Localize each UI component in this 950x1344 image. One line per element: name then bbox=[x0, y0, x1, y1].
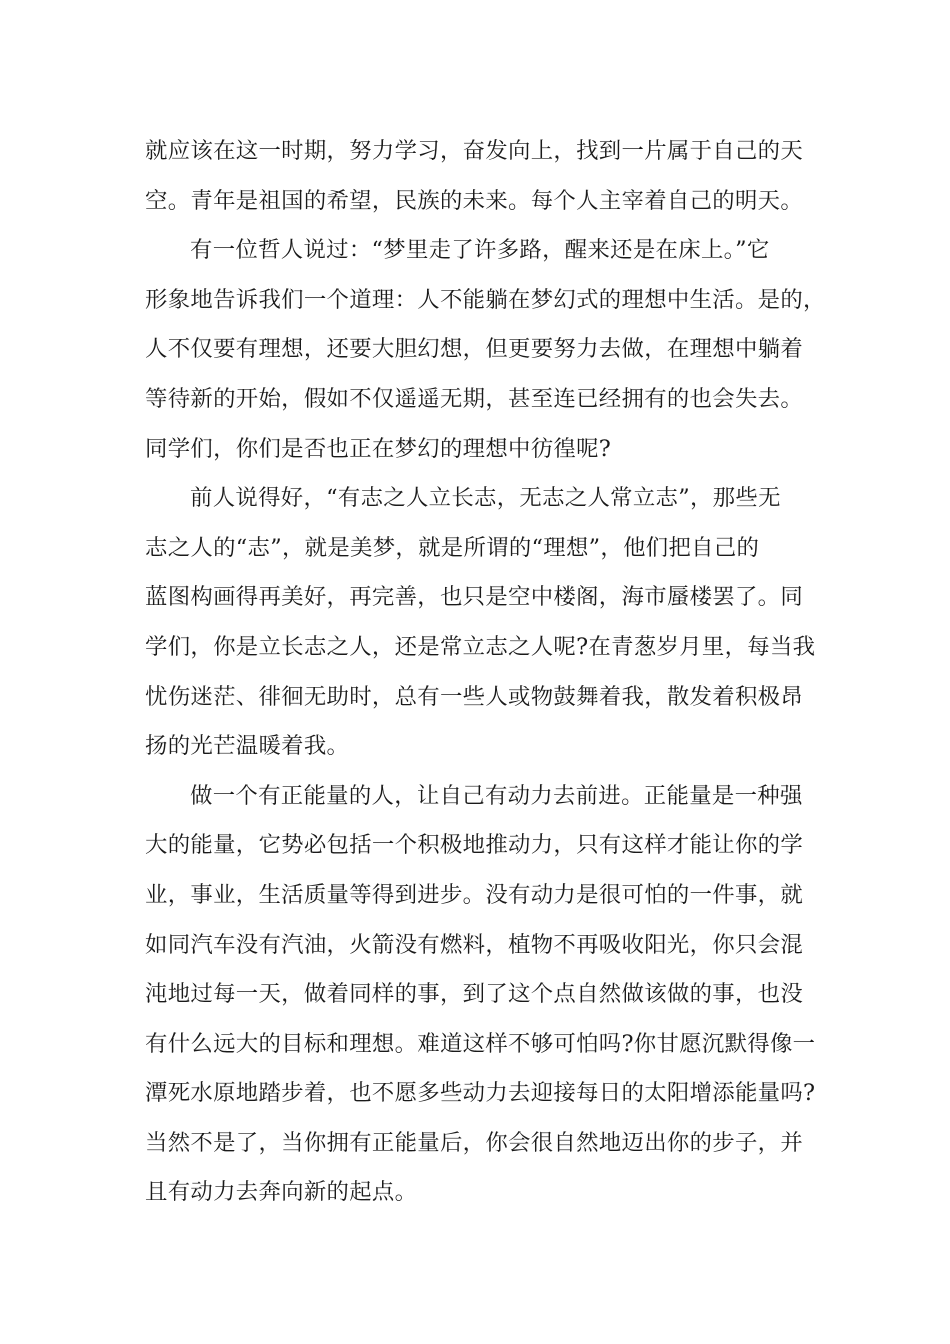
text-line: 形象地告诉我们一个道理：人不能躺在梦幻式的理想中生活。是的， bbox=[145, 286, 826, 313]
text-line: 且有动力去奔向新的起点。 bbox=[145, 1179, 418, 1206]
text-line: 如同汽车没有汽油，火箭没有燃料，植物不再吸收阳光，你只会混 bbox=[145, 931, 804, 958]
text-line: 前人说得好，“有志之人立长志，无志之人常立志”，那些无 bbox=[190, 485, 781, 512]
text-line: 沌地过每一天，做着同样的事，到了这个点自然做该做的事，也没 bbox=[145, 981, 804, 1008]
body-text bbox=[145, 127, 825, 1218]
text-line: 扬的光芒温暖着我。 bbox=[145, 733, 350, 760]
text-line: 就应该在这一时期，努力学习，奋发向上，找到一片属于自己的天 bbox=[145, 138, 804, 164]
text-line: 做一个有正能量的人，让自己有动力去前进。正能量是一种强 bbox=[190, 782, 803, 809]
text-line: 同学们，你们是否也正在梦幻的理想中彷徨呢? bbox=[145, 435, 612, 462]
text-line: 大的能量，它势必包括一个积极地推动力，只有这样才能让你的学 bbox=[145, 832, 804, 859]
text-line: 业，事业，生活质量等得到进步。没有动力是很可怕的一件事，就 bbox=[145, 881, 804, 908]
text-line: 等待新的开始，假如不仅遥遥无期，甚至连已经拥有的也会失去。 bbox=[145, 385, 804, 412]
text-line: 空。青年是祖国的希望，民族的未来。每个人主宰着自己的明天。 bbox=[145, 187, 804, 214]
text-line: 有一位哲人说过：“梦里走了许多路，醒来还是在床上。”它 bbox=[190, 237, 770, 264]
text-line: 有什么远大的目标和理想。难道这样不够可怕吗?你甘愿沉默得像一 bbox=[145, 1030, 816, 1057]
text-line: 忧伤迷茫、徘徊无助时，总有一些人或物鼓舞着我，散发着积极昂 bbox=[145, 683, 804, 710]
text-line: 人不仅要有理想，还要大胆幻想，但更要努力去做，在理想中躺着 bbox=[145, 336, 804, 363]
text-line: 潭死水原地踏步着，也不愿多些动力去迎接每日的太阳增添能量吗? bbox=[145, 1080, 816, 1107]
text-line: 志之人的“志”，就是美梦，就是所谓的“理想”，他们把自己的 bbox=[145, 534, 760, 561]
text-line: 当然不是了，当你拥有正能量后，你会很自然地迈出你的步子，并 bbox=[145, 1129, 804, 1156]
text-line: 蓝图构画得再美好，再完善，也只是空中楼阁，海市蜃楼罢了。同 bbox=[145, 584, 804, 611]
text-line: 学们，你是立长志之人，还是常立志之人呢?在青葱岁月里，每当我 bbox=[145, 633, 816, 660]
